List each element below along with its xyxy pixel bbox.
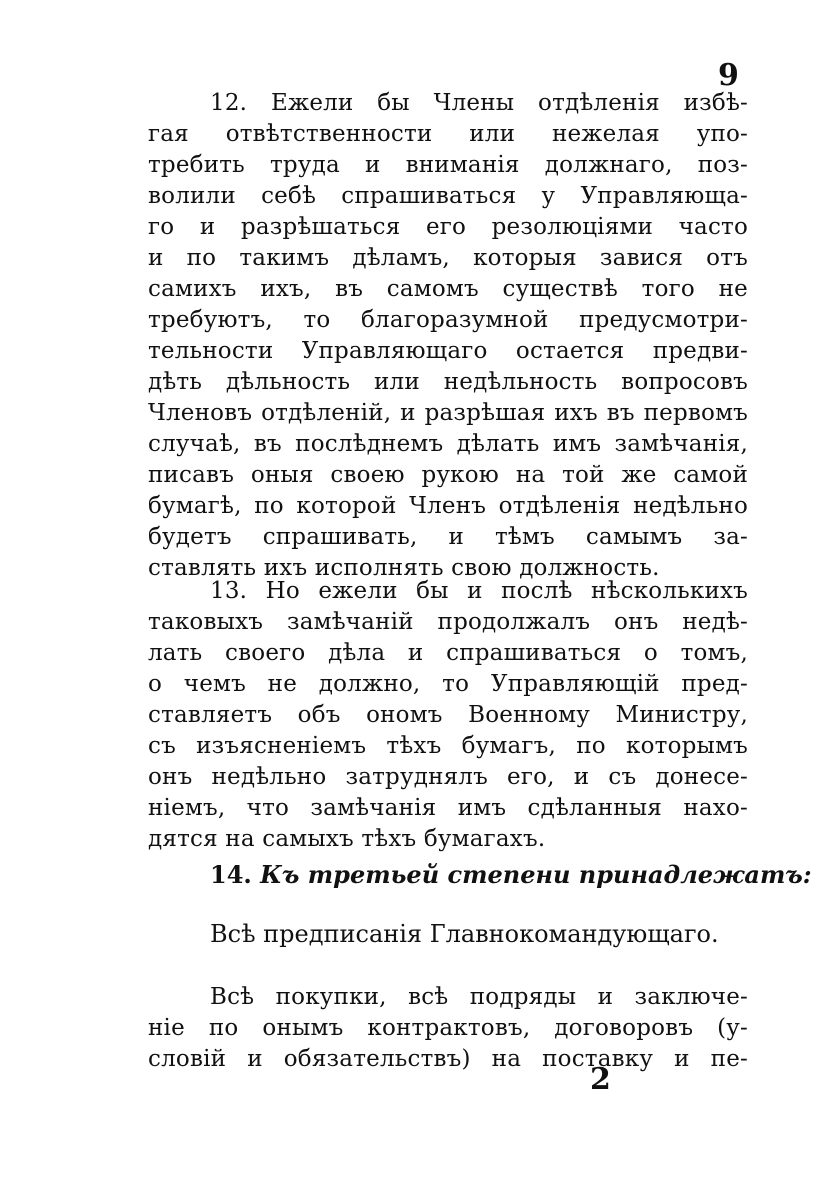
- text-line: волили себѣ спрашиваться у Управляюща-: [148, 183, 748, 209]
- section-14-item-1: Всѣ предписанія Главнокомандующаго.: [210, 920, 719, 948]
- text-line: ставлять ихъ исполнять свою должность.: [148, 555, 660, 581]
- text-line: съ изъясненіемъ тѣхъ бумагъ, по которымъ: [148, 733, 748, 759]
- text-line: Всѣ покупки, всѣ подряды и заключе-: [210, 984, 748, 1010]
- text-line: требуютъ, то благоразумной предусмотри-: [148, 307, 748, 333]
- text-line: тельности Управляющаго остается предви-: [148, 338, 748, 364]
- paragraph-12: [148, 88, 748, 584]
- text-line: 13. Но ежели бы и послѣ нѣсколькихъ: [210, 578, 748, 604]
- text-line: будетъ спрашивать, и тѣмъ самымъ за-: [148, 524, 748, 550]
- text-line: дѣть дѣльность или недѣльность вопросовъ: [148, 369, 748, 395]
- text-line: ставляетъ объ ономъ Военному Министру,: [148, 702, 748, 728]
- text-line: онъ недѣльно затруднялъ его, и съ донесе-: [148, 764, 748, 790]
- section-14-heading: [210, 860, 812, 889]
- text-line: го и разрѣшаться его резолюціями часто: [148, 214, 748, 240]
- text-line: о чемъ не должно, то Управляющій пред-: [148, 671, 748, 697]
- section-14-item-2: [148, 982, 748, 1075]
- text-line: таковыхъ замѣчаній продолжалъ онъ недѣ-: [148, 609, 748, 635]
- text-line: Членовъ отдѣленій, и разрѣшая ихъ въ первомъ: [148, 400, 748, 426]
- text-line: самихъ ихъ, въ самомъ существѣ того не: [148, 276, 748, 302]
- paragraph-13: [148, 576, 748, 855]
- text-line: ніе по онымъ контрактовъ, договоровъ (у-: [148, 1015, 748, 1041]
- text-line: 12. Ежели бы Члены отдѣленія избѣ-: [210, 90, 748, 116]
- text-line: ніемъ, что замѣчанія имъ сдѣланныя нахо-: [148, 795, 748, 821]
- text-line: лать своего дѣла и спрашиваться о томъ,: [148, 640, 748, 666]
- section-14-number: 14.: [210, 860, 252, 889]
- text-line: писавъ оныя своею рукою на той же самой: [148, 462, 748, 488]
- text-line: требить труда и вниманія должнаго, поз-: [148, 152, 748, 178]
- text-line: гая отвѣтственности или нежелая упо-: [148, 121, 748, 147]
- text-line: и по такимъ дѣламъ, которыя завися отъ: [148, 245, 748, 271]
- page-number: 9: [718, 58, 739, 93]
- text-line: бумагѣ, по которой Членъ отдѣленія недѣльно: [148, 493, 748, 519]
- section-14-title: Къ третьей степени принадлежатъ:: [260, 860, 812, 889]
- signature-mark: 2: [590, 1062, 611, 1097]
- text-line: дятся на самыхъ тѣхъ бумагахъ.: [148, 826, 546, 852]
- text-line: случаѣ, въ послѣднемъ дѣлать имъ замѣчанія,: [148, 431, 748, 457]
- text-line: словій и обязательствъ) на поставку и пе-: [148, 1046, 748, 1072]
